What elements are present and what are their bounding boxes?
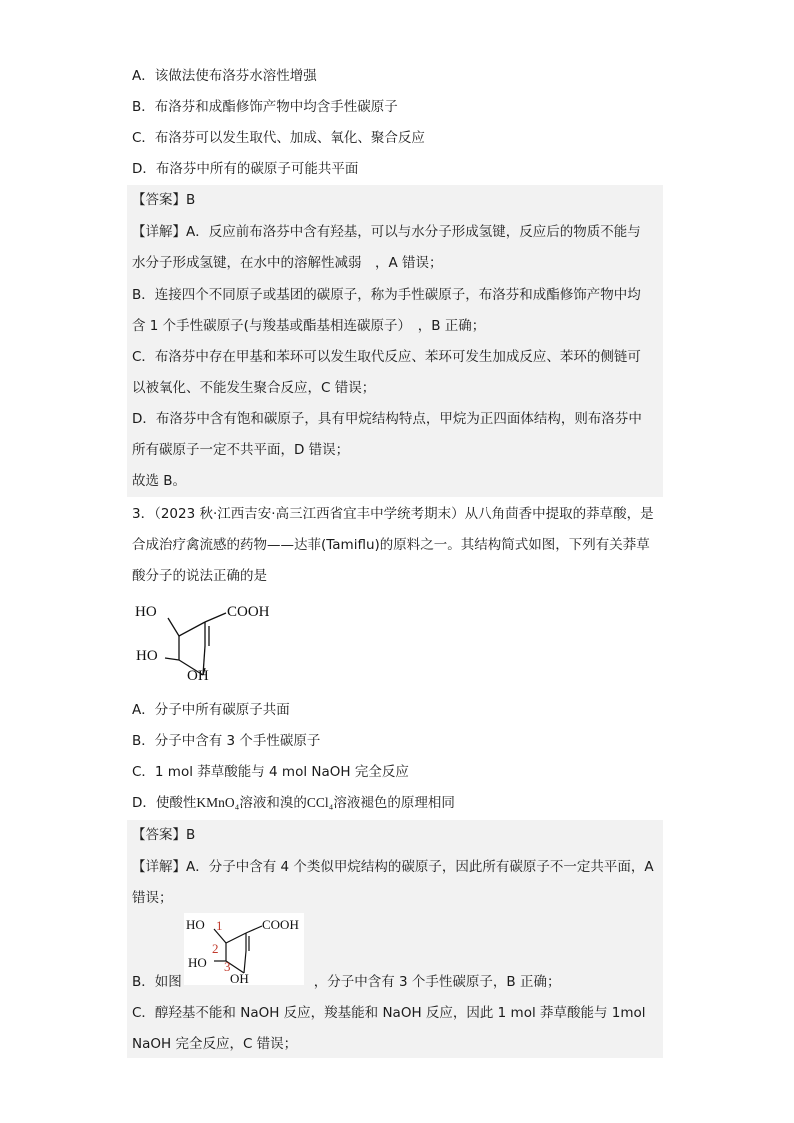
ho-left-label: HO bbox=[136, 648, 158, 664]
q2-explain-line: 故选 B。 bbox=[132, 473, 187, 489]
q3-option-d-mid: 溶液和溴的 bbox=[239, 795, 307, 811]
cooh-label: COOH bbox=[227, 604, 270, 620]
q3-option-d-pre: D．使酸性 bbox=[132, 795, 197, 811]
q2-explain-line: 所有碳原子一定不共平面，D 错误； bbox=[132, 442, 350, 458]
q3-stem-line: 合成治疗禽流感的药物——达菲(Tamiflu)的原料之一。其结构简式如图，下列有关莽草 bbox=[132, 537, 650, 553]
q2-explain-line: 水分子形成氢键，在水中的溶解性减弱 ，A 错误； bbox=[132, 255, 443, 271]
q2-explain-line: C．布洛芬中存在甲基和苯环可以发生取代反应、苯环可发生加成反应、苯环的侧链可 bbox=[132, 349, 641, 365]
q3-option-d-post: 溶液褪色的原理相同 bbox=[333, 795, 455, 811]
q2-explain-line: B．连接四个不同原子或基团的碳原子，称为手性碳原子，布洛芬和成酯修饰产物中均 bbox=[132, 287, 641, 303]
ho-top-label: HO bbox=[135, 604, 157, 620]
q3-stem-line: 酸分子的说法正确的是 bbox=[132, 568, 267, 584]
q2-option-c: C．布洛芬可以发生取代、加成、氧化、聚合反应 bbox=[132, 130, 425, 146]
q3-stem-line: 3．（2023 秋·江西吉安·高三江西省宜丰中学统考期末）从八角茴香中提取的莽草酸，是 bbox=[132, 506, 654, 522]
chiral-number-3: 3 bbox=[224, 959, 231, 974]
q3-answer: 【答案】B bbox=[132, 827, 196, 843]
shikimic-acid-structure bbox=[130, 596, 290, 686]
q3-option-c: C．1 mol 莽草酸能与 4 mol NaOH 完全反应 bbox=[132, 764, 409, 780]
cooh-label: COOH bbox=[262, 917, 299, 932]
q2-option-d: D．布洛芬中所有的碳原子可能共平面 bbox=[132, 161, 359, 177]
q2-explain-line: 【详解】A．反应前布洛芬中含有羟基，可以与水分子形成氢键，反应后的物质不能与 bbox=[132, 224, 641, 240]
q3-explain-b-post: ，分子中含有 3 个手性碳原子，B 正确； bbox=[313, 974, 561, 990]
oh-bottom-label: OH bbox=[230, 971, 249, 986]
q3-explain-line: 错误； bbox=[132, 890, 173, 906]
q3-explain-line: NaOH 完全反应，C 错误； bbox=[132, 1036, 298, 1052]
q2-explain-line: 含 1 个手性碳原子(与羧基或酯基相连碳原子） ，B 正确； bbox=[132, 318, 486, 334]
q3-explain-line: C．醇羟基不能和 NaOH 反应，羧基能和 NaOH 反应，因此 1 mol 莽草酸能与 1mol bbox=[132, 1005, 646, 1021]
q2-answer: 【答案】B bbox=[132, 192, 196, 208]
ho-left-label: HO bbox=[188, 955, 207, 970]
chiral-number-1: 1 bbox=[216, 918, 223, 933]
q2-explain-line: D．布洛芬中含有饱和碳原子，具有甲烷结构特点，甲烷为正四面体结构，则布洛芬中 bbox=[132, 411, 642, 427]
q3-option-b: B．分子中含有 3 个手性碳原子 bbox=[132, 733, 321, 749]
oh-bottom-label: OH bbox=[187, 668, 209, 684]
ho-top-label: HO bbox=[186, 917, 205, 932]
kmno4-formula: KMnO₄ bbox=[196, 795, 240, 810]
q2-option-b: B．布洛芬和成酯修饰产物中均含手性碳原子 bbox=[132, 99, 398, 115]
chiral-number-2: 2 bbox=[212, 941, 219, 956]
q3-explain-b-pre: B．如图 bbox=[132, 974, 182, 990]
q2-option-a: A．该做法使布洛芬水溶性增强 bbox=[132, 68, 317, 84]
q3-option-d bbox=[132, 793, 455, 813]
q2-explain-line: 以被氧化、不能发生聚合反应，C 错误； bbox=[132, 380, 376, 396]
q3-explain-line: 【详解】A．分子中含有 4 个类似甲烷结构的碳原子，因此所有碳原子不一定共平面，A bbox=[132, 859, 654, 875]
q3-option-a: A．分子中所有碳原子共面 bbox=[132, 702, 290, 718]
ccl4-formula: CCl₄ bbox=[306, 795, 334, 810]
q3-explain-b bbox=[132, 972, 561, 992]
